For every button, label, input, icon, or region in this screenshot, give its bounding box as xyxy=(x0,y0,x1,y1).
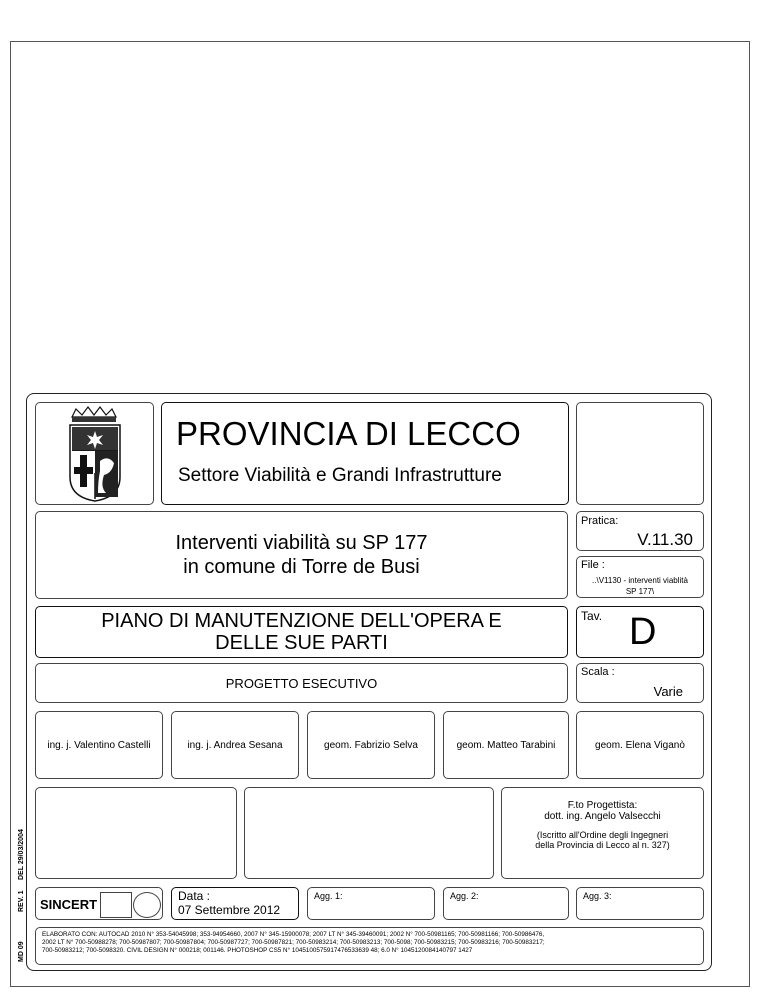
logo-box xyxy=(35,402,154,505)
pratica-label: Pratica: xyxy=(581,515,619,527)
file-box xyxy=(576,556,704,598)
agg-box-1 xyxy=(307,887,435,920)
date-value: 07 Settembre 2012 xyxy=(178,903,281,917)
side-date: DEL 29/03/2004 xyxy=(18,829,25,880)
tav-label: Tav. xyxy=(581,609,603,623)
team-member-4 xyxy=(443,711,569,779)
progettista-box xyxy=(501,787,704,879)
side-rev: REV. 1 xyxy=(18,890,25,912)
cert-seal-icon xyxy=(133,892,161,918)
phase-label: PROGETTO ESECUTIVO xyxy=(225,675,378,691)
file-label: File : xyxy=(581,559,605,571)
certification-box xyxy=(35,887,163,920)
team-member-name: geom. Matteo Tarabini xyxy=(456,739,556,751)
pratica-box xyxy=(576,511,704,551)
project-line2: in comune di Torre de Busi xyxy=(183,556,420,578)
footer-line1: ELABORATO CON: AUTOCAD 2010 N° 353-54045998; 353-94954660, 2007 N° 345-15900078; 2007 LT N° 345-39460091; 2002 N° 700-50981165; 700-50981166; 700-50986476, xyxy=(42,931,545,938)
progettista-line4: della Provincia di Lecco al n. 327) xyxy=(535,840,670,850)
scala-box xyxy=(576,663,704,703)
date-box xyxy=(171,887,299,920)
page-title: PROVINCIA DI LECCO xyxy=(176,415,521,452)
scala-label: Scala : xyxy=(581,666,615,678)
team-member-1 xyxy=(35,711,163,779)
team-member-name: ing. j. Valentino Castelli xyxy=(47,739,151,751)
progettista-line2: dott. ing. Angelo Valsecchi xyxy=(544,811,661,822)
progettista-line3: (Iscritto all'Ordine degli Ingegneri xyxy=(536,830,669,840)
scala-value: Varie xyxy=(653,684,683,699)
team-member-3 xyxy=(307,711,435,779)
progettista-line1: F.to Progettista: xyxy=(567,800,638,811)
header-box xyxy=(161,402,569,505)
project-box xyxy=(35,511,568,599)
tav-box xyxy=(576,606,704,658)
date-label: Data : xyxy=(178,889,211,903)
phase-box xyxy=(35,663,568,703)
team-member-name: ing. j. Andrea Sesana xyxy=(187,739,283,751)
plan-box xyxy=(35,606,568,658)
plan-line2: DELLE SUE PARTI xyxy=(215,632,388,654)
title-block xyxy=(26,393,712,971)
provincia-crest-icon xyxy=(36,403,153,504)
project-line1: Interventi viabilità su SP 177 xyxy=(175,532,428,554)
team-member-5 xyxy=(576,711,704,779)
tav-value: D xyxy=(629,611,657,653)
footer-line2: 2002 LT N° 700-50988278; 700-50987807; 700-50987804; 700-50987727; 700-50987821; 700-50983214; 700-50983213; 700-5098; 700-50983215; 700-50983216; 700-50983217; xyxy=(42,939,545,946)
software-license-box xyxy=(35,927,704,965)
stamp-box-2 xyxy=(244,787,494,879)
agg-box-2 xyxy=(443,887,569,920)
plan-line1: PIANO DI MANUTENZIONE DELL'OPERA E xyxy=(101,610,502,632)
sincert-logo: SINCERT xyxy=(40,897,98,912)
team-member-name: geom. Fabrizio Selva xyxy=(324,739,418,751)
team-member-name: geom. Elena Viganò xyxy=(595,739,685,751)
agg-label: Agg. 1: xyxy=(314,891,343,901)
stamp-box-1 xyxy=(35,787,237,879)
team-member-2 xyxy=(171,711,299,779)
agg-box-3 xyxy=(576,887,704,920)
pratica-value: V.11.30 xyxy=(637,530,693,549)
file-path-line1: ..\V1130 - interventi viablità xyxy=(592,576,688,585)
page-subtitle: Settore Viabilità e Grandi Infrastrutture xyxy=(178,465,502,486)
cert-mark-icon xyxy=(100,892,132,918)
agg-label: Agg. 3: xyxy=(583,891,612,901)
agg-label: Agg. 2: xyxy=(450,891,479,901)
side-md: MD 09 xyxy=(18,941,25,962)
file-path xyxy=(577,575,703,597)
file-path-line2: SP 177\ xyxy=(625,587,655,596)
footer-line3: 700-50983212; 700-5098320. CIVIL DESIGN N° 000218; 001146. PHOTOSHOP CS5 N° 1045100575917476533639 48; 6.0 N° 1045120084140797 1427 xyxy=(42,947,473,954)
empty-header-box xyxy=(576,402,704,505)
